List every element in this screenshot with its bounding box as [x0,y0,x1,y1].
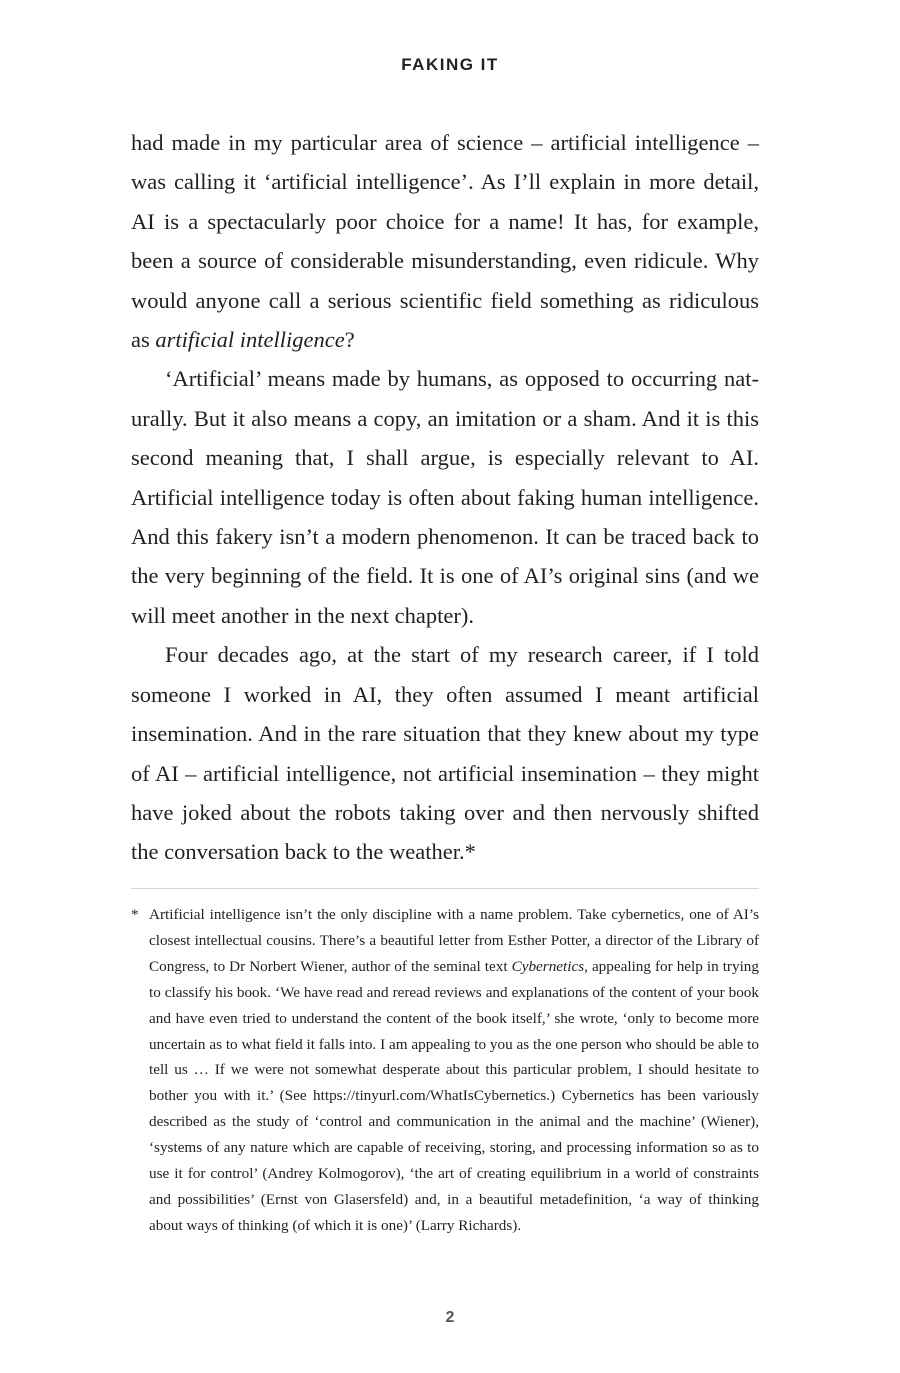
running-head: FAKING IT [401,55,499,74]
paragraph-1-end: ? [344,327,355,353]
footnote-reference[interactable]: * [464,839,476,865]
footnote-body [149,902,759,1239]
footnote-divider [131,888,759,889]
paragraph-3 [131,635,759,871]
paragraph-1-text: had made in my particular area of science – artificial intelligence – was calling it ‘artificial intelligence’. As I’ll explain in more detail, AI is a spectacularly poor choice for a name! It has, for example, been a source of considerable misunderstanding, even ridicule. Why would anyone call a serious scientific field something as ridiculous as [131,130,759,353]
footnote-text-part2: , appealing for help in trying to classify his book. ‘We have read and reread reviews and explanations of the content of your book and have even tried to understand the content of the book itself,’ she wrote, ‘only to become more uncertain as to what field it falls into. I am appealing to you as the one person who should be able to tell us … If we were not somewhat desperate about this particular problem, I should hesitate to bother you with it.’ (See https://tinyurl.com/WhatIsCybernetics.) Cybernetics has been variously described as the study of ‘control and communication in the animal and the machine’ (Wiener), ‘systems of any nature which are capable of receiving, storing, and processing information so as to use it for control’ (Andrey Kolmogorov), ‘the art of creating equilibrium in a world of constraints and possibilities’ (Ernst von Glasersfeld) and, in a beautiful metadefinition, ‘a way of thinking about ways of thinking (of which it is one)’ (Larry Richards). [149,957,759,1234]
page-number: 2 [445,1309,455,1326]
footnote-text-part1: Artificial intelligence isn’t the only discipline with a name problem. Take cybernetics, one of AI’s closest intellectual cousins. There’s a beautiful letter from Esther Potter, a director of the Library of Congress, to Dr Norbert Wiener, author of the seminal text [149,906,759,975]
footnote [131,902,759,1239]
body-text [131,123,759,872]
footnote-italic-title: Cybernetics [511,957,585,975]
footnote-marker: * [131,906,139,923]
paragraph-1 [131,123,759,359]
paragraph-2: ‘Artificial’ means made by humans, as opposed to occurring naturally. But it also means a copy, an imitation or a sham. And it is this second meaning that, I shall argue, is especially relevant to AI. Artificial intelligence today is often about faking human intelligence. And this fakery isn’t a modern phenomenon. It can be traced back to the very beginning of the field. It is one of AI’s original sins (and we will meet another in the next chapter). [131,366,759,628]
paragraph-1-italic: artificial intelligence [155,327,345,353]
paragraph-3-text: Four decades ago, at the start of my research career, if I told someone I worked in AI, they often assumed I meant artificial insemination. And in the rare situation that they knew about my type of AI – artificial intelligence, not artificial insemination – they might have joked about the robots taking over and then nervously shifted the conversation back to the weather. [131,642,759,865]
